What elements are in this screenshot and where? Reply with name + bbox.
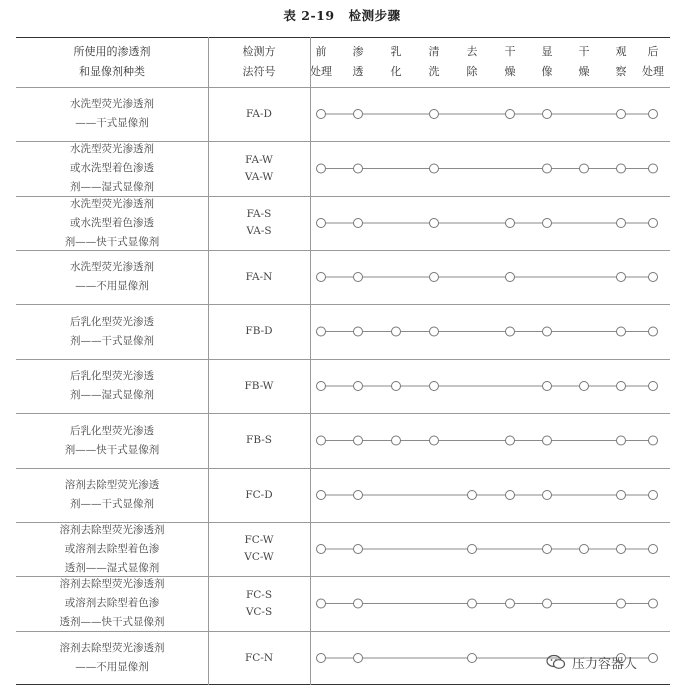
step-marker <box>317 273 326 282</box>
step-marker <box>580 545 589 554</box>
step-marker <box>317 382 326 391</box>
method-kind-text: 水洗型荧光渗透剂 ——干式显像剂 <box>70 98 154 129</box>
method-code-text: FC-D <box>245 488 273 501</box>
step-marker <box>468 599 477 608</box>
step-marker <box>617 219 626 228</box>
step-marker <box>617 110 626 119</box>
step-marker <box>354 164 363 173</box>
table-top-rule <box>16 37 670 38</box>
step-marker <box>649 219 658 228</box>
header-step-label: 乳 化 <box>390 45 402 78</box>
method-code-text: FC-S VC-S <box>245 588 273 618</box>
method-kind-text: 水洗型荧光渗透剂 ——不用显像剂 <box>70 261 154 292</box>
step-marker <box>617 491 626 500</box>
step-marker <box>506 436 515 445</box>
method-kind-text: 后乳化型荧光渗透 剂——快干式显像剂 <box>64 424 160 456</box>
step-marker <box>649 327 658 336</box>
row-divider <box>16 250 670 251</box>
method-kind-text: 水洗型荧光渗透剂 或水洗型着色渗透 剂——湿式显像剂 <box>70 143 154 193</box>
step-marker <box>649 110 658 119</box>
method-code-text: FB-S <box>246 434 272 446</box>
step-marker <box>649 599 658 608</box>
step-marker <box>649 491 658 500</box>
step-marker <box>506 273 515 282</box>
step-marker <box>392 327 401 336</box>
header-step-label: 干 燥 <box>578 45 590 78</box>
step-marker <box>430 110 439 119</box>
step-marker <box>430 327 439 336</box>
table-bottom-rule <box>16 684 670 685</box>
column-divider <box>310 37 311 685</box>
method-kind-text: 水洗型荧光渗透剂 或水洗型着色渗透 剂——快干式显像剂 <box>64 197 160 248</box>
step-marker <box>543 382 552 391</box>
step-marker <box>317 219 326 228</box>
step-marker <box>617 545 626 554</box>
step-marker <box>617 327 626 336</box>
method-code-text: FB-W <box>244 379 274 392</box>
row-divider <box>16 522 670 523</box>
table-number: 表 2-19 <box>283 8 335 23</box>
step-marker <box>430 436 439 445</box>
method-code-text: FA-D <box>246 107 272 120</box>
row-divider <box>16 631 670 632</box>
method-code-text: FA-W VA-W <box>244 153 274 183</box>
step-marker <box>649 545 658 554</box>
header-step-label: 干 燥 <box>504 45 516 78</box>
step-marker <box>354 273 363 282</box>
method-code-text: FC-N <box>244 651 274 664</box>
header-step-label: 渗 透 <box>352 45 364 78</box>
step-marker <box>430 219 439 228</box>
method-kind-text: 后乳化型荧光渗透 剂——湿式显像剂 <box>70 370 154 401</box>
header-step-label: 前 处理 <box>310 45 332 78</box>
watermark <box>546 650 676 674</box>
header-step-label: 去 除 <box>466 45 478 78</box>
step-marker <box>392 436 401 445</box>
step-marker <box>543 599 552 608</box>
step-marker <box>543 436 552 445</box>
step-marker <box>617 273 626 282</box>
method-kind-text: 溶剂去除型荧光渗透剂 或溶剂去除型着色渗 透剂——湿式显像剂 <box>59 523 165 574</box>
step-marker <box>468 545 477 554</box>
step-marker <box>317 599 326 608</box>
step-marker <box>354 219 363 228</box>
step-marker <box>430 382 439 391</box>
step-marker <box>354 436 363 445</box>
step-marker <box>543 545 552 554</box>
step-marker <box>617 382 626 391</box>
step-marker <box>354 491 363 500</box>
method-kind-text: 溶剂去除型荧光渗透剂 ——不用显像剂 <box>59 642 165 673</box>
step-marker <box>649 164 658 173</box>
method-kind-text: 后乳化型荧光渗透 剂——干式显像剂 <box>70 315 154 347</box>
step-marker <box>543 110 552 119</box>
step-marker <box>392 382 401 391</box>
step-marker <box>430 273 439 282</box>
row-divider <box>16 141 670 142</box>
step-marker <box>354 599 363 608</box>
header-rule <box>16 87 670 88</box>
row-divider <box>16 468 670 469</box>
table-title: 检测步骤 <box>348 8 401 23</box>
step-marker <box>506 110 515 119</box>
step-marker <box>317 164 326 173</box>
step-marker <box>649 382 658 391</box>
step-marker <box>506 219 515 228</box>
step-marker <box>317 654 326 663</box>
row-divider <box>16 196 670 197</box>
step-marker <box>543 164 552 173</box>
step-marker <box>543 327 552 336</box>
table-caption <box>0 6 684 30</box>
step-marker <box>354 382 363 391</box>
step-marker <box>617 164 626 173</box>
step-marker <box>649 436 658 445</box>
step-marker <box>354 110 363 119</box>
watermark-text: 压力容器人 <box>572 656 638 672</box>
method-code-text: FC-W VC-W <box>244 534 274 563</box>
step-marker <box>317 327 326 336</box>
wechat-icon <box>546 654 566 670</box>
row-divider <box>16 304 670 305</box>
step-marker <box>649 273 658 282</box>
method-code-text: FA-S VA-S <box>246 208 272 237</box>
step-marker <box>543 219 552 228</box>
step-marker <box>430 164 439 173</box>
step-marker <box>506 491 515 500</box>
step-marker <box>617 599 626 608</box>
row-divider <box>16 359 670 360</box>
step-marker <box>317 491 326 500</box>
header-kind: 所使用的渗透剂 和显像剂种类 <box>73 45 151 78</box>
step-marker <box>468 491 477 500</box>
row-divider <box>16 413 670 414</box>
method-kind-text: 溶剂去除型荧光渗透剂 或溶剂去除型着色渗 透剂——快干式显像剂 <box>59 578 165 628</box>
step-marker <box>354 654 363 663</box>
step-marker <box>354 327 363 336</box>
step-marker <box>317 436 326 445</box>
method-code-text: FB-D <box>245 325 273 337</box>
step-marker <box>580 164 589 173</box>
header-step-label: 清 洗 <box>428 45 440 78</box>
method-code-text: FA-N <box>245 270 273 283</box>
step-marker <box>543 491 552 500</box>
step-marker <box>506 599 515 608</box>
step-marker <box>354 545 363 554</box>
header-step-label: 后 处理 <box>642 45 664 78</box>
header-step-label: 观 察 <box>615 45 627 78</box>
inspection-steps-table <box>16 37 670 685</box>
header-step-label: 显 像 <box>541 45 553 78</box>
step-marker <box>317 545 326 554</box>
step-marker <box>317 110 326 119</box>
step-marker <box>580 382 589 391</box>
header-code: 检测方 法符号 <box>242 45 276 78</box>
step-marker <box>617 436 626 445</box>
step-flow-lines <box>16 37 670 685</box>
column-divider <box>208 37 209 685</box>
row-divider <box>16 576 670 577</box>
step-marker <box>506 327 515 336</box>
step-marker <box>468 654 477 663</box>
method-kind-text: 溶剂去除型荧光渗透 剂——干式显像剂 <box>64 479 160 510</box>
